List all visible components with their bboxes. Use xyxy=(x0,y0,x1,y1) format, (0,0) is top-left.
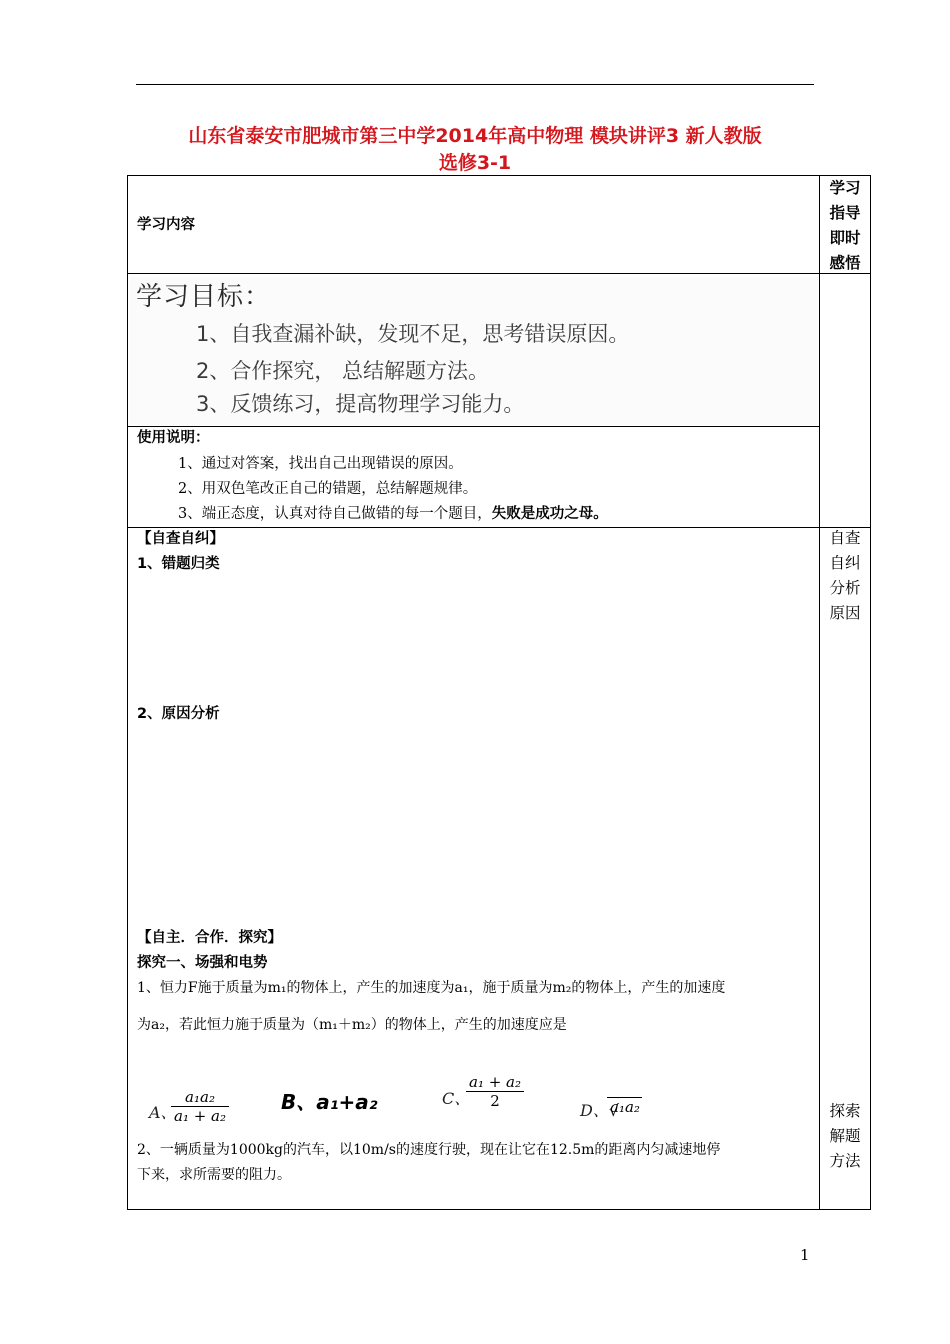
question-2-cont: 下来，求所需要的阻力。 xyxy=(137,1167,291,1183)
option-c-label: C、 xyxy=(442,1089,471,1108)
error-classification: 1、错题归类 xyxy=(137,556,220,572)
question-1: 1、恒力F施于质量为m₁的物体上，产生的加速度为a₁，施于质量为m₂的物体上，产生的加速度 xyxy=(137,980,726,996)
goal-item: 2、合作探究， 总结解题方法。 xyxy=(196,359,490,383)
explore-subtitle: 探究一、场强和电势 xyxy=(137,955,268,971)
guidance-column-label: 学习 指导 即时 感悟 xyxy=(829,179,861,272)
header-rule xyxy=(136,84,814,85)
goal-item: 1、自我查漏补缺，发现不足，思考错误原因。 xyxy=(196,322,630,346)
usage-title: 使用说明： xyxy=(137,430,210,446)
explore-title: 【自主．合作．探究】 xyxy=(137,930,282,946)
option-d-radicand: a₁a₂ xyxy=(607,1097,642,1116)
option-b: B、a₁+a₂ xyxy=(281,1090,378,1114)
row-divider-usage xyxy=(127,527,871,528)
option-a-label: A、 xyxy=(149,1103,177,1122)
usage-item: 2、用双色笔改正自己的错题，总结解题规律。 xyxy=(178,481,478,497)
question-2: 2、一辆质量为1000kg的汽车，以10m/s的速度行驶，现在让它在12.5m的距离内匀减速地停 xyxy=(137,1142,721,1158)
document-title-line2: 选修3-1 xyxy=(438,152,512,174)
document-title: 山东省泰安市肥城市第三中学2014年高中物理 模块讲评3 新人教版 xyxy=(188,125,762,147)
self-check-title: 【自查自纠】 xyxy=(137,531,224,547)
explore-side-label: 探索 解题 方法 xyxy=(829,1102,861,1170)
usage-item-3: 3、端正态度，认真对待自己做错的每一个题目，失败是成功之母。 xyxy=(178,506,608,522)
option-c-fraction: $\frac{\text{a₁ + a₂}}{2}$ xyxy=(466,1073,524,1110)
column-divider xyxy=(819,175,820,1210)
usage-item: 1、通过对答案，找出自己出现错误的原因。 xyxy=(178,456,463,472)
row-divider-goals xyxy=(127,426,819,427)
row-divider-header xyxy=(127,273,871,274)
page-number: 1 xyxy=(800,1246,810,1264)
option-a-fraction: $\frac{\text{a₁a₂}}{\text{a₁ + a₂}}$ xyxy=(171,1088,229,1125)
content-column-label: 学习内容 xyxy=(137,217,195,233)
cause-analysis: 2、原因分析 xyxy=(137,706,220,722)
self-check-side-label: 自查 自纠 分析 原因 xyxy=(829,529,861,622)
question-1-cont: 为a₂，若此恒力施于质量为（m₁＋m₂）的物体上，产生的加速度应是 xyxy=(137,1017,567,1033)
option-d-label: D、√ xyxy=(580,1101,620,1120)
goals-title: 学习目标： xyxy=(136,282,272,312)
goal-item: 3、反馈练习，提高物理学习能力。 xyxy=(196,392,525,416)
